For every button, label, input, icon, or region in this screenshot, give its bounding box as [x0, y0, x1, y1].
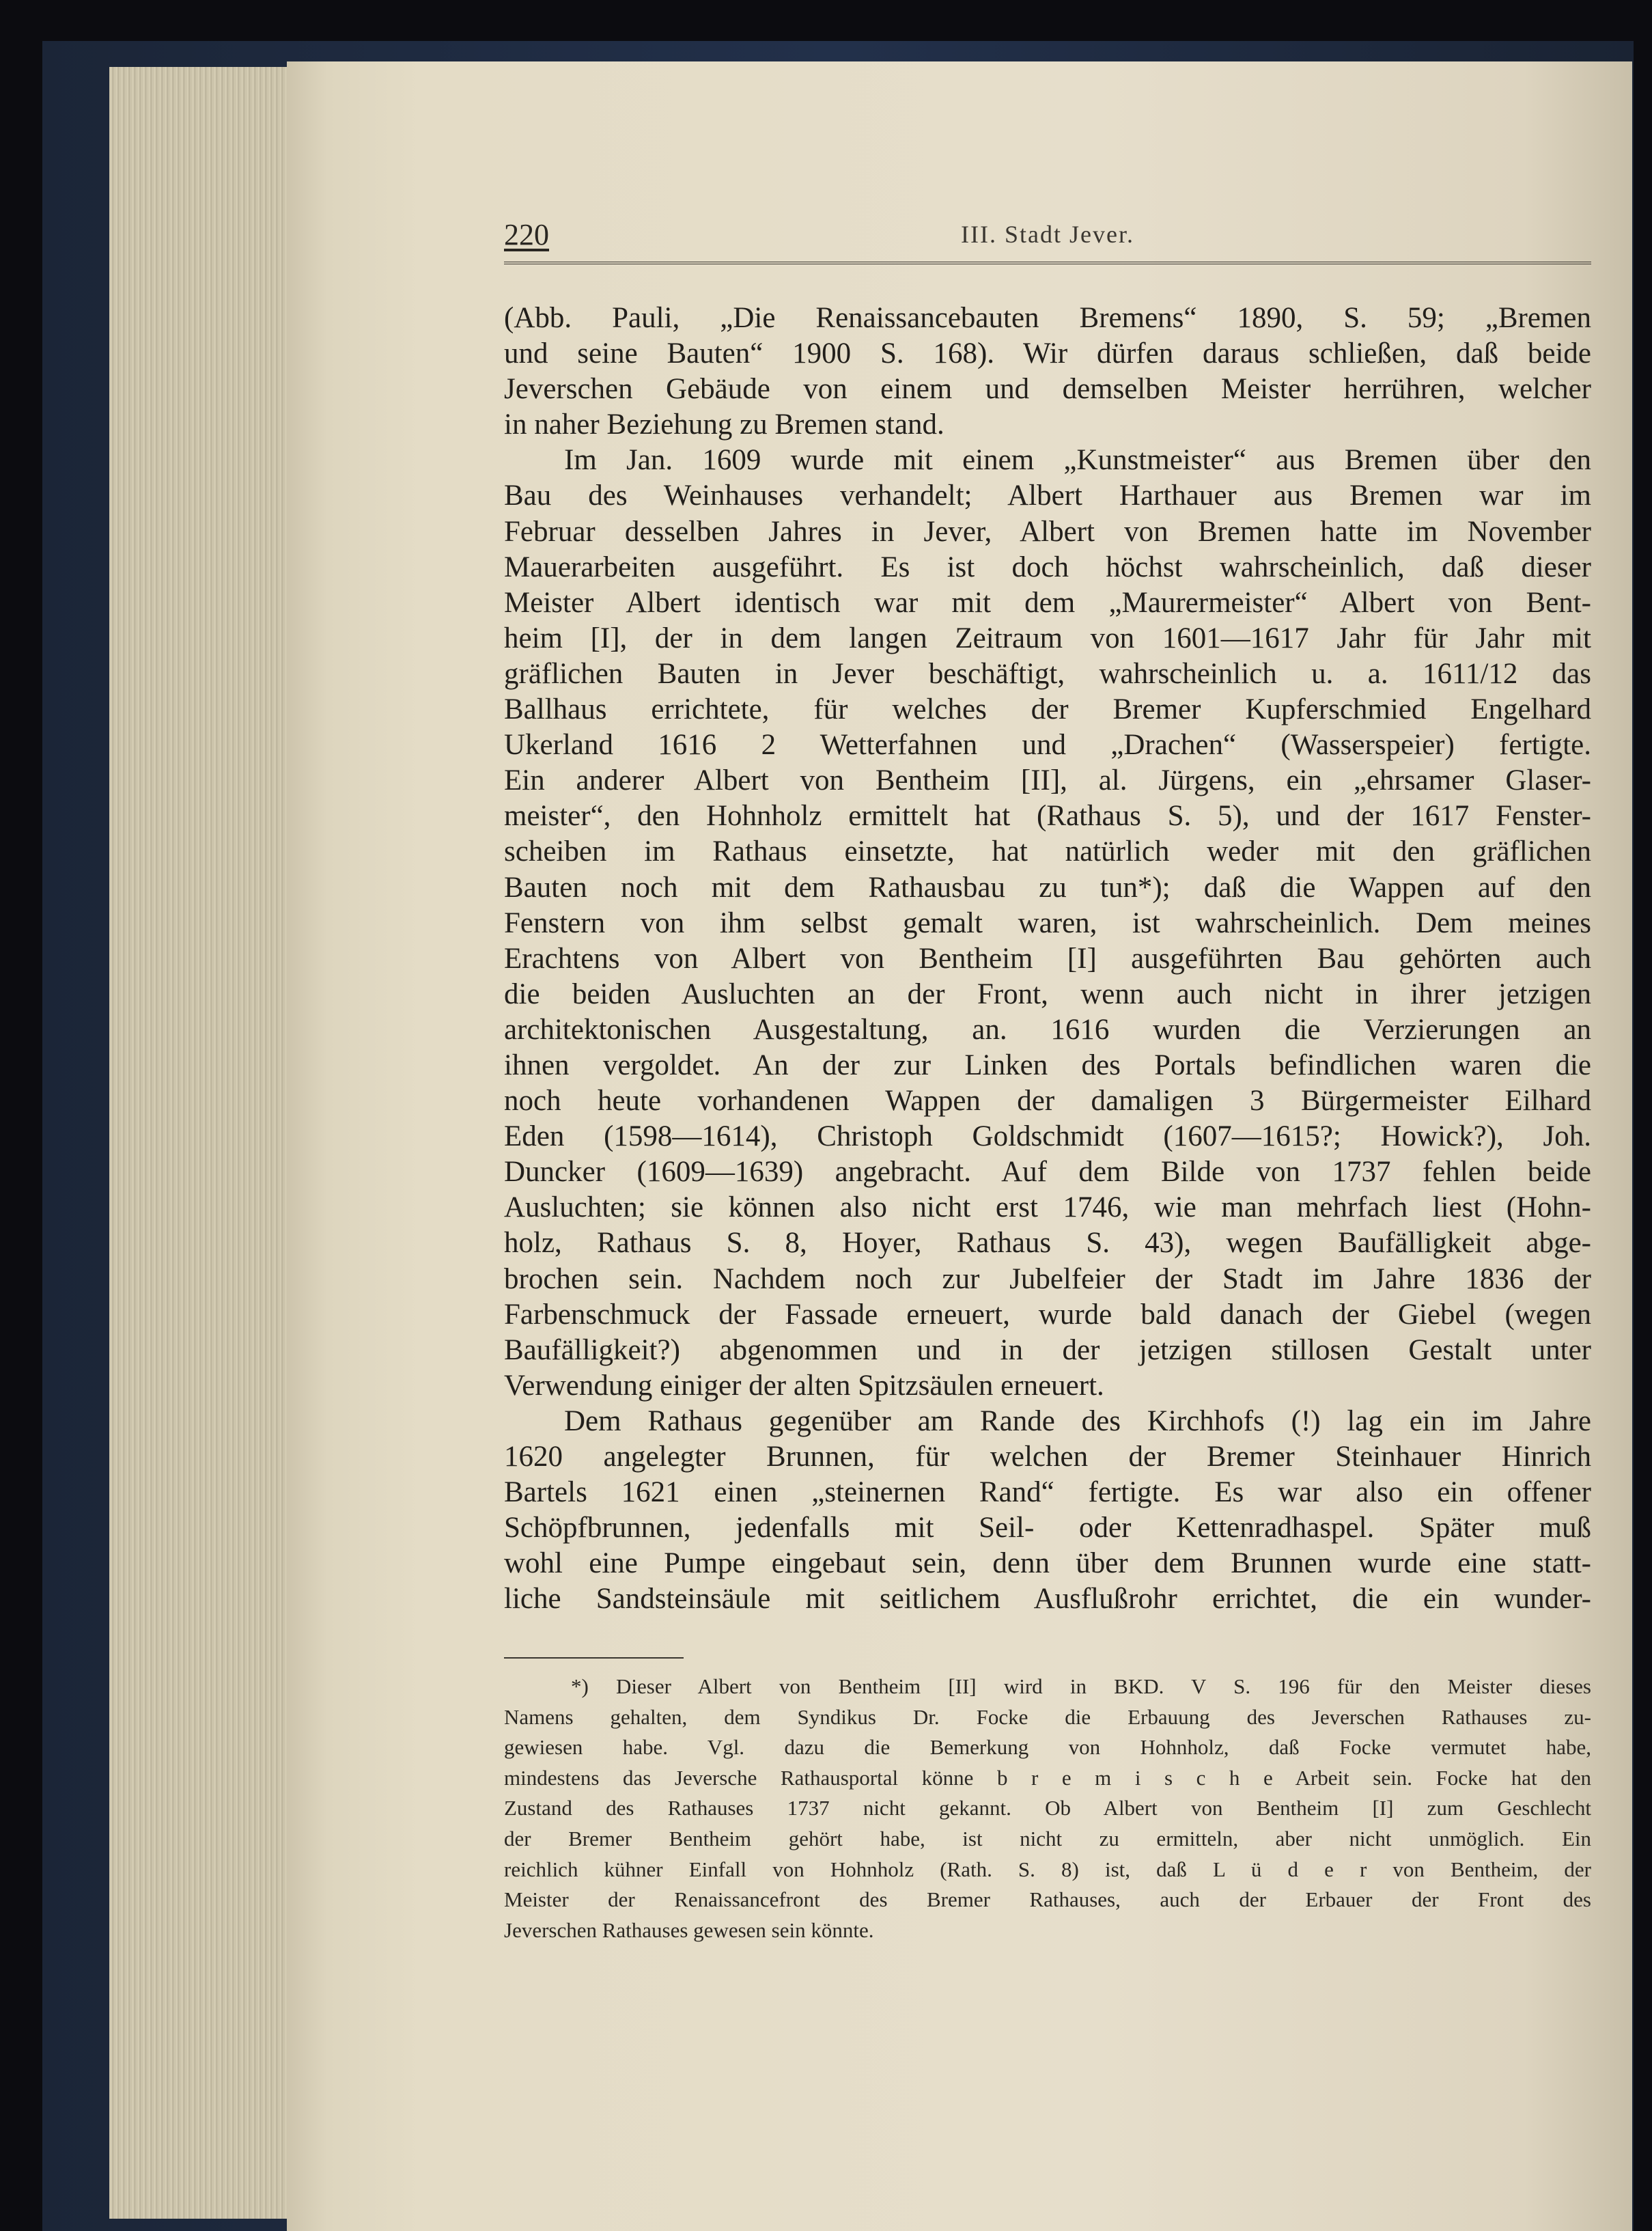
- text-line: Eden (1598—1614), Christoph Goldschmidt (1607—1615?; Howick?), Joh.: [504, 1120, 1591, 1153]
- running-head: [504, 217, 1591, 265]
- text-line: Fenstern von ihm selbst gemalt waren, ist wahrscheinlich. Dem meines: [504, 906, 1591, 939]
- footnote-line: reichlich kühner Einfall von Hohnholz (Rath. S. 8) ist, daß L ü d e r von Bentheim, der: [504, 1857, 1591, 1881]
- text-line: Im Jan. 1609 wurde mit einem „Kunstmeister“ aus Bremen über den: [564, 444, 1591, 477]
- text-line: meister“, den Hohnholz ermittelt hat (Rathaus S. 5), und der 1617 Fenster-: [504, 800, 1591, 833]
- text-line: Ausluchten; sie können also nicht erst 1746, wie man mehrfach liest (Hohn-: [504, 1191, 1591, 1224]
- text-line: Ballhaus errichtete, für welches der Bremer Kupferschmied Engelhard: [504, 693, 1591, 726]
- body-text: [504, 301, 1591, 1617]
- text-line: 1620 angelegter Brunnen, für welchen der Bremer Steinhauer Hinrich: [504, 1441, 1591, 1473]
- text-line: wohl eine Pumpe eingebaut sein, denn über dem Brunnen wurde eine statt-: [504, 1547, 1591, 1580]
- text-line: Ukerland 1616 2 Wetterfahnen und „Drachen“ (Wasserspeier) fertigte.: [504, 729, 1591, 762]
- text-line: Ein anderer Albert von Bentheim [II], al. Jürgens, ein „ehrsamer Glaser-: [504, 764, 1591, 797]
- footnote-line: Jeverschen Rathauses gewesen sein könnte.: [504, 1917, 874, 1942]
- text-line: brochen sein. Nachdem noch zur Jubelfeier der Stadt im Jahre 1836 der: [504, 1262, 1591, 1295]
- footnote-line: Meister der Renaissancefront des Bremer Rathauses, auch der Erbauer der Front des: [504, 1887, 1591, 1912]
- footnote-line: gewiesen habe. Vgl. dazu die Bemerkung von Hohnholz, daß Focke vermutet habe,: [504, 1735, 1591, 1760]
- text-line: Duncker (1609—1639) angebracht. Auf dem Bilde von 1737 fehlen beide: [504, 1156, 1591, 1189]
- page-edges: [109, 67, 294, 2219]
- text-line: Baufälligkeit?) abgenommen und in der jetzigen stillosen Gestalt unter: [504, 1333, 1591, 1366]
- text-line: gräflichen Bauten in Jever beschäftigt, wahrscheinlich u. a. 1611/12 das: [504, 657, 1591, 690]
- page-number: 220: [504, 218, 549, 251]
- text-line: Schöpfbrunnen, jedenfalls mit Seil- oder Kettenradhaspel. Später muß: [504, 1512, 1591, 1544]
- text-line: noch heute vorhandenen Wappen der damaligen 3 Bürgermeister Eilhard: [504, 1085, 1591, 1118]
- footnote-line: mindestens das Jeversche Rathausportal könne b r e m i s c h e Arbeit sein. Focke hat den: [504, 1765, 1591, 1790]
- footnote-line: Namens gehalten, dem Syndikus Dr. Focke die Erbauung des Jeverschen Rathauses zu-: [504, 1704, 1591, 1729]
- running-head-title: III. Stadt Jever.: [961, 221, 1134, 248]
- text-line: Bauten noch mit dem Rathausbau zu tun*); daß die Wappen auf den: [504, 871, 1591, 904]
- footnote-line: Zustand des Rathauses 1737 nicht gekannt. Ob Albert von Bentheim [I] zum Geschlecht: [504, 1796, 1591, 1820]
- text-line: Bau des Weinhauses verhandelt; Albert Harthauer aus Bremen war im: [504, 480, 1591, 512]
- text-line: Erachtens von Albert von Bentheim [I] ausgeführten Bau gehörten auch: [504, 942, 1591, 975]
- book-page: [287, 61, 1632, 2231]
- text-line: architektonischen Ausgestaltung, an. 1616 wurden die Verzierungen an: [504, 1013, 1591, 1046]
- text-line: ihnen vergoldet. An der zur Linken des Portals befindlichen waren die: [504, 1049, 1591, 1081]
- text-line: liche Sandsteinsäule mit seitlichem Ausflußrohr errichtet, die ein wunder-: [504, 1583, 1591, 1616]
- text-line: Verwendung einiger der alten Spitzsäulen erneuert.: [504, 1369, 1104, 1402]
- text-line: in naher Beziehung zu Bremen stand.: [504, 408, 944, 441]
- text-line: (Abb. Pauli, „Die Renaissancebauten Bremens“ 1890, S. 59; „Bremen: [504, 302, 1591, 334]
- footnote-line: *) Dieser Albert von Bentheim [II] wird in BKD. V S. 196 für den Meister dieses: [571, 1674, 1591, 1698]
- footnote: [504, 1672, 1591, 1945]
- text-line: holz, Rathaus S. 8, Hoyer, Rathaus S. 43), wegen Baufälligkeit abge-: [504, 1227, 1591, 1260]
- text-line: Meister Albert identisch war mit dem „Maurermeister“ Albert von Bent-: [504, 586, 1591, 619]
- header-rule: [504, 262, 1591, 264]
- text-line: die beiden Ausluchten an der Front, wenn auch nicht in ihrer jetzigen: [504, 978, 1591, 1010]
- text-line: Farbenschmuck der Fassade erneuert, wurde bald danach der Giebel (wegen: [504, 1298, 1591, 1331]
- text-line: Bartels 1621 einen „steinernen Rand“ fertigte. Es war also ein offener: [504, 1476, 1591, 1509]
- footnote-line: der Bremer Bentheim gehört habe, ist nicht zu ermitteln, aber nicht unmöglich. Ein: [504, 1826, 1591, 1851]
- text-line: Mauerarbeiten ausgeführt. Es ist doch höchst wahrscheinlich, daß dieser: [504, 551, 1591, 583]
- text-line: und seine Bauten“ 1900 S. 168). Wir dürfen daraus schließen, daß beide: [504, 337, 1591, 370]
- text-line: heim [I], der in dem langen Zeitraum von 1601—1617 Jahr für Jahr mit: [504, 622, 1591, 654]
- text-line: Jeverschen Gebäude von einem und demselben Meister herrühren, welcher: [504, 373, 1591, 406]
- text-line: Februar desselben Jahres in Jever, Albert von Bremen hatte im November: [504, 515, 1591, 548]
- text-line: Dem Rathaus gegenüber am Rande des Kirchhofs (!) lag ein im Jahre: [564, 1404, 1591, 1437]
- text-line: scheiben im Rathaus einsetzte, hat natürlich weder mit den gräflichen: [504, 835, 1591, 868]
- footnote-rule: [504, 1657, 684, 1659]
